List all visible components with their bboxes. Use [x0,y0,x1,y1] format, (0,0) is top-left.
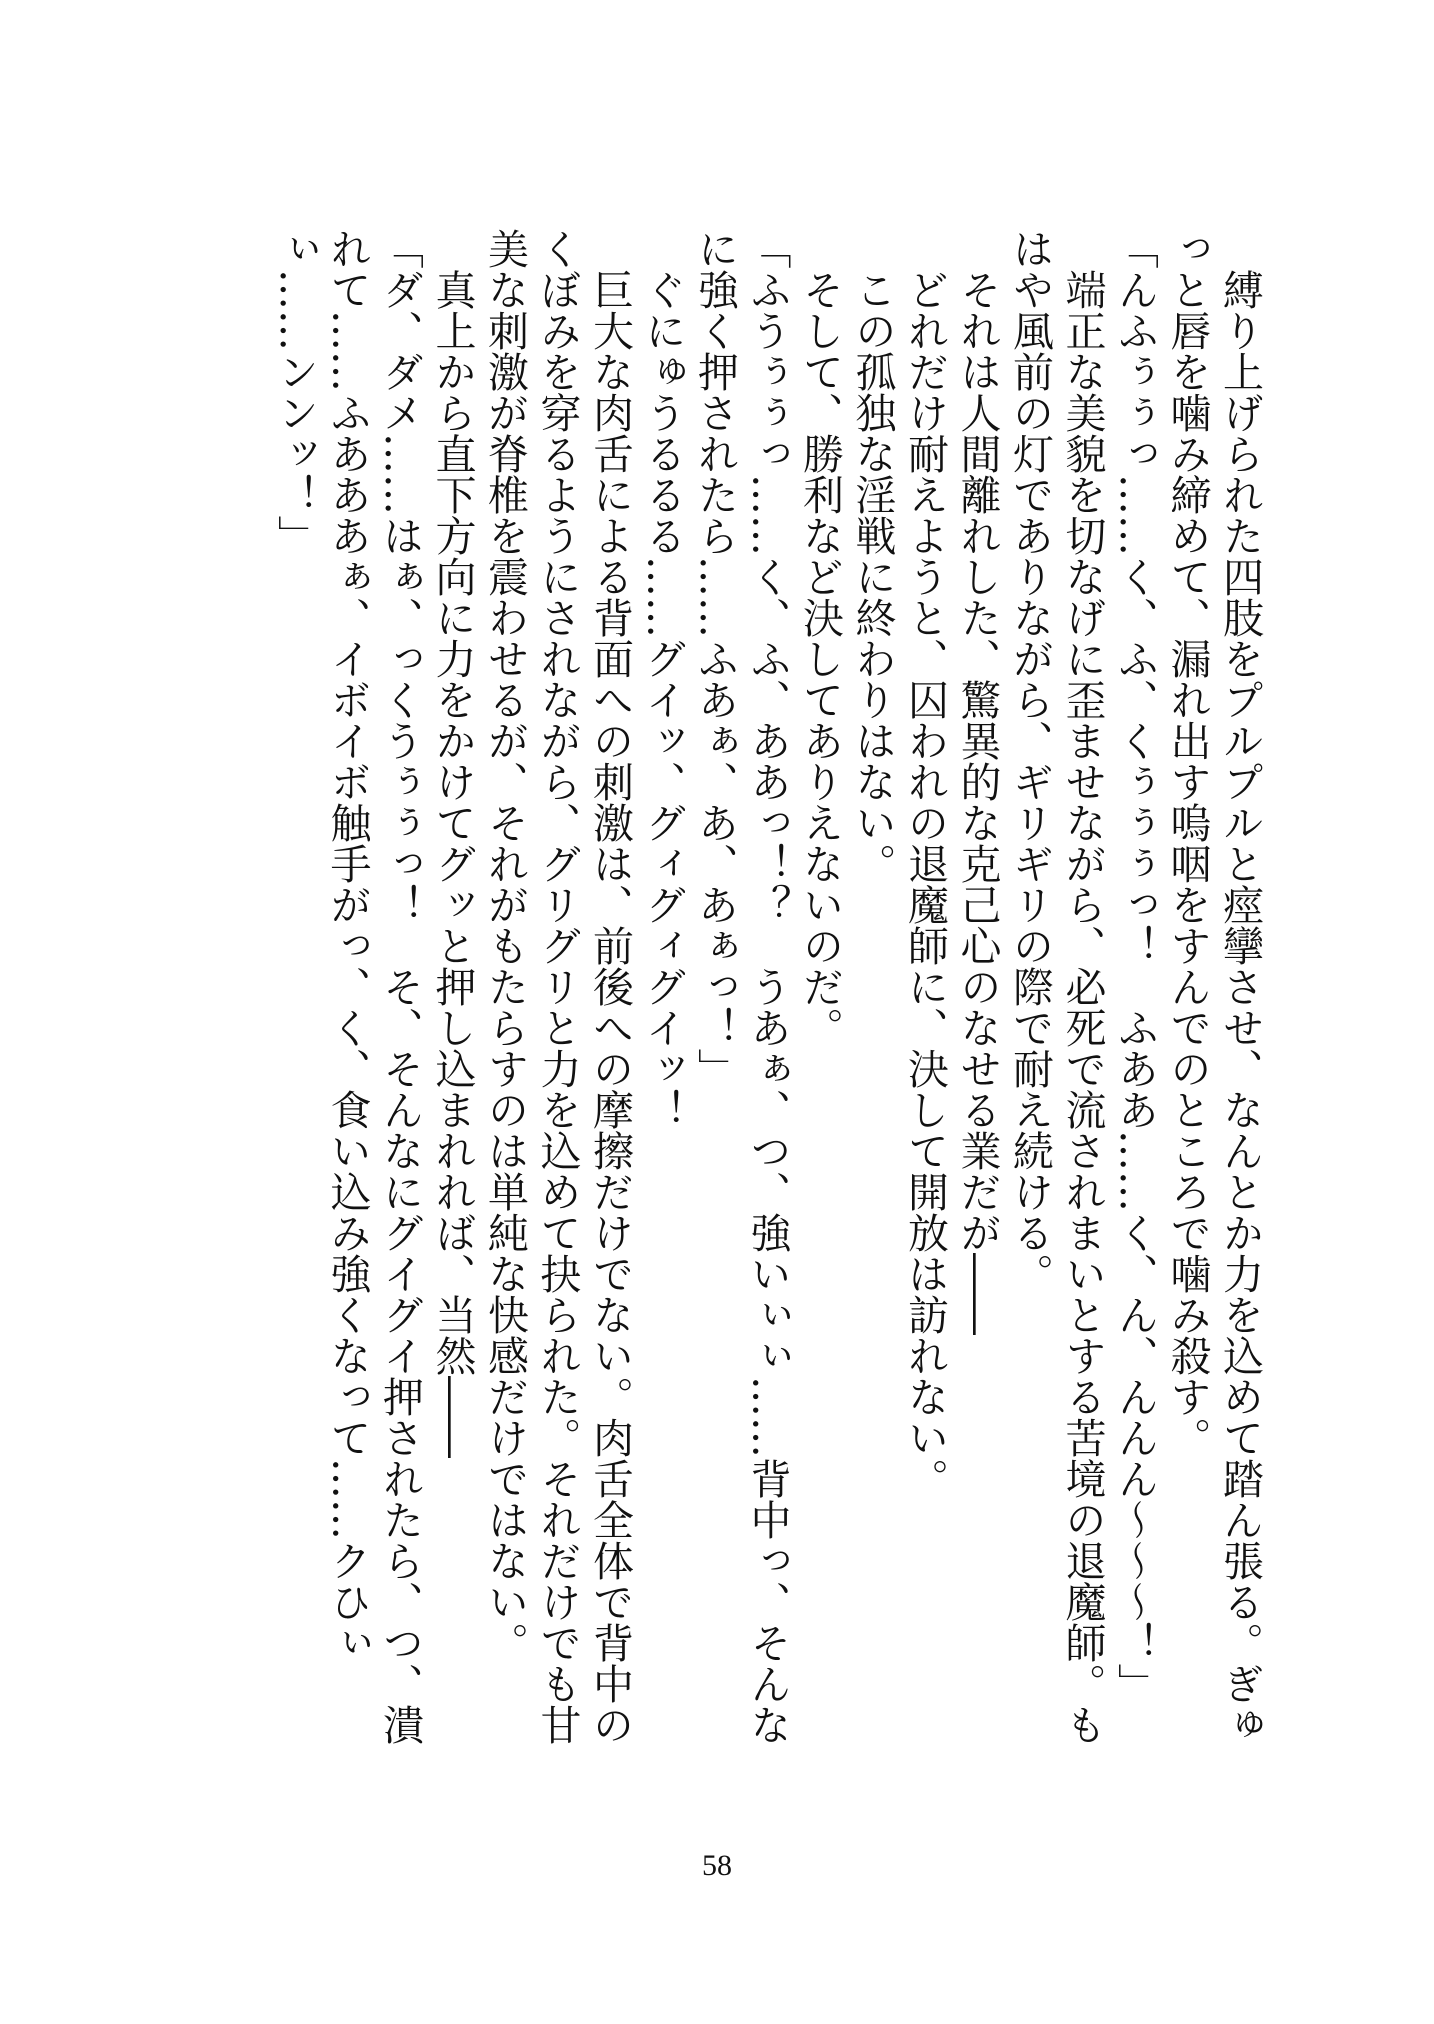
vertical-text-body [170,228,1266,1748]
paragraph-2: 「んふぅぅっ……く、ふ、くぅぅぅっ！ ふああ……く、ん、んんん〜〜〜！」 [1111,228,1159,1704]
paragraph-8: 「ふうぅぅっ……く、ふ、ああっ！？ うあぁ、つ、強いぃぃ……背中っ、そんなに強く押されたら……ふあぁ、あ、あぁっ！」 [691,228,792,1745]
paragraph-12: 「ダ、ダメ……はぁ、っくうぅぅっ！ そ、そんなにグイグイ押されたら、つ、潰れて……ふあああぁ、イボイボ触手がっ、く、食い込み強くなって……クひぃぃ……ンンッ！」 [271,228,424,1745]
page-number: 58 [702,1849,732,1882]
paragraph-4: それは人間離れした、驚異的な克己心のなせる業だが―― [953,228,1002,1335]
paragraph-11: 真上から直下方向に力をかけてグッと押し込まれれば、当然―― [428,228,477,1458]
paragraph-6: この孤独な淫戦に終わりはない。 [848,228,897,884]
paragraph-7: そして、勝利など決してありえないのだ。 [796,228,844,1048]
paragraph-3: 端正な美貌を切なげに歪ませながら、必死で流されまいとする苦境の退魔師。もはや風前の灯でありながら、ギリギリの際で耐え続ける。 [1006,228,1107,1745]
paragraph-5: どれだけ耐えようと、囚われの退魔師に、決して開放は訪れない。 [901,228,949,1499]
paragraph-10: 巨大な肉舌による背面への刺激は、前後への摩擦だけでない。肉舌全体で背中のくぼみを穿るようにされながら、グリグリと力を込めて抉られた。それだけでも甘美な刺激が脊椎を震わせるが、それがもたらすのは単純な快感だけではない。 [481,228,634,1745]
paragraph-9: ぐにゅうるるる……グイッ、グィグィグイッ！ [638,228,687,1130]
paragraph-1: 縛り上げられた四肢をプルプルと痙攣させ、なんとか力を込めて踏ん張る。ぎゅっと唇を噛み締めて、漏れ出す嗚咽をすんでのところで噛み殺す。 [1163,228,1264,1745]
